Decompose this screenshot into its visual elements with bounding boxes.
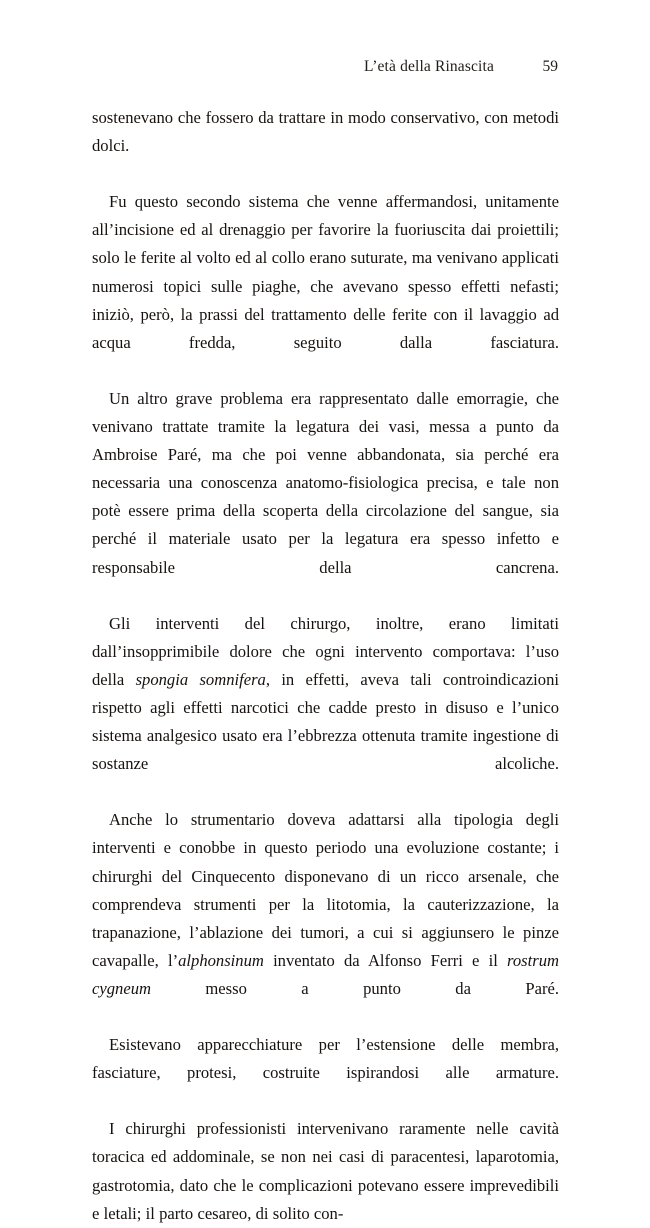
paragraph	[92, 806, 559, 1031]
text-run: messo a punto da Paré.	[150, 978, 559, 998]
paragraph: sostenevano che fossero da trattare in modo conservativo, con metodi dolci.	[92, 108, 559, 156]
paragraph: Un altro grave problema era rappresentato dalle emorragie, che venivano trattate tramite la legatura dei vasi, messa a punto da Ambroise Paré, ma che poi venne abbandonata, sia perché era necessaria una conoscenza anatomo-fisiologica precisa, e tale non potè essere prima della scoperta della circolazione del sangue, sia perché il materiale usato per la legatura era spesso infetto e responsabile della cancrena.	[92, 388, 559, 577]
page-number: 59	[542, 58, 558, 75]
paragraph: Fu questo secondo sistema che venne affermandosi, unitamente all’incisione ed al drenaggio per favorire la fuoriuscita dai proiettili; solo le ferite al volto ed al collo erano suturate, ma venivano applicati numerosi topici sulle piaghe, che avevano spesso effetti nefasti; iniziò, però, la prassi del trattamento delle ferite con il lavaggio ad acqua fredda, seguito dalla fasciatura.	[92, 192, 559, 352]
paragraph: Esistevano apparecchiature per l’estensione delle membra, fasciature, protesi, costruite ispirandosi alle armature.	[92, 1035, 559, 1083]
text-run: Anche lo strumentario doveva adattarsi alla tipologia degli interventi e conobbe in questo periodo una evoluzione costante; i chirurghi del Cinquecento disponevano di un ricco arsenale, che comprendeva strumenti per la litotomia, la cauterizzazione, la trapanazione, l’ablazione dei tumori, a cui si aggiunsero le pinze cavapalle, l’	[92, 810, 559, 970]
text-run: Gli interventi del chirurgo, inoltre, erano limitati dall’insopprimibile dolore che ogni intervento comportava: l’uso della	[92, 613, 559, 689]
text-run: inventato da Alfonso Ferri e il	[263, 950, 508, 970]
running-head-title: L’età della Rinascita	[364, 58, 494, 75]
italic-term: rostrum cygneum	[92, 950, 559, 998]
body-text-block	[92, 104, 559, 1228]
italic-term: spongia somnifera	[135, 669, 266, 689]
paragraph	[92, 610, 559, 807]
text-run: , in effetti, aveva tali controindicazioni rispetto agli effetti narcotici che cadde presto in disuso e l’unico sistema analgesico usato era l’ebbrezza ottenuta tramite ingestione di sostanze alcoliche.	[92, 669, 559, 774]
paragraph: I chirurghi professionisti intervenivano raramente nelle cavità toracica ed addominale, se non nei casi di paracentesi, laparotomia, gastrotomia, dato che le complicazioni potevano essere imprevedibili e letali; il parto cesareo, di solito con-	[92, 1119, 559, 1223]
italic-term: alphonsinum	[178, 950, 264, 970]
running-head	[92, 58, 558, 78]
